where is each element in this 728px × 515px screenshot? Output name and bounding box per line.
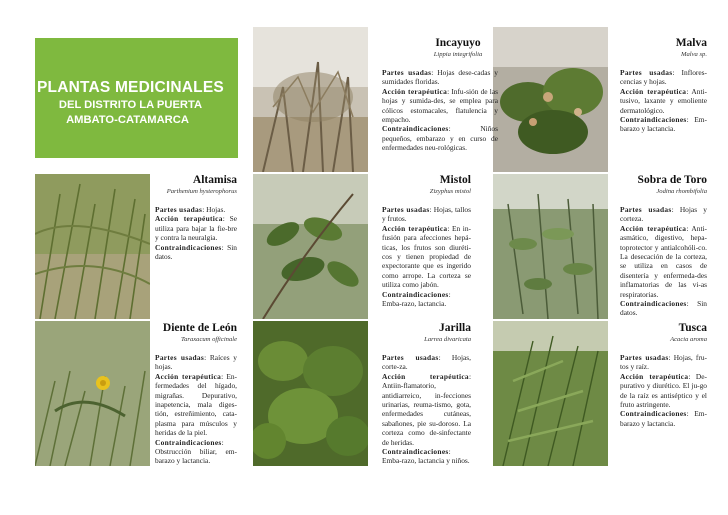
label-contra: Contraindicaciones (620, 115, 687, 125)
accion-text: Anti-asmático, digestivo, hepa-toprotector y antialcohóli-co. La desecación de la corteza, se utiliza en casos de disentería y enfermeda-des inflamatorias de las vi-as respiratorias. (620, 223, 708, 299)
contra-text: Obstrucción biliar, em-barazo y lactancia. (155, 447, 237, 466)
card-tusca: Tusca Acacia aroma Partes usadas: Hojas, fru-tos y raíz. Acción terapéutica: De-purativo y diurético. El ju-go de la raíz es antiséptico y el fruto astringente. Contraindicaciones: Em-barazo y lactancia. (620, 322, 707, 428)
scientific-name: Zizyphus mistol (429, 188, 471, 195)
label-contra: Contraindicaciones (155, 242, 222, 252)
label-accion: Acción terapéutica (620, 223, 687, 233)
contra-text: Emba-razo, lactancia y niños. (382, 456, 470, 466)
plant-name: Jarilla (439, 322, 471, 334)
scientific-name: Lippia integrifolia (433, 51, 483, 58)
label-contra: Contraindicaciones (382, 289, 449, 299)
partes-text: Inflores-cencias y hojas. (620, 68, 707, 87)
label-accion: Acción terapéutica (620, 86, 687, 96)
label-contra: Contraindicaciones (620, 409, 687, 419)
partes-text: Hojas, corte-za. (382, 353, 471, 372)
contra-text: Sin datos. (620, 299, 707, 318)
scientific-name: Larrea divaricata (424, 336, 471, 343)
contra-text: Niños pequeños, embarazo y en curso de enfermedades neu-rológicas. (382, 124, 498, 153)
brochure-subtitle-line2: AMBATO-CATAMARCA (66, 114, 189, 126)
photo-malva (493, 27, 608, 172)
label-partes: Partes usadas (620, 68, 673, 77)
accion-text: De-purativo y diurético. El ju-go de la raíz es antiséptico y el fruto astringente. (620, 371, 707, 410)
label-accion: Acción terapéutica (620, 371, 689, 381)
photo-tusca (493, 321, 608, 466)
label-partes: Partes usadas (620, 205, 672, 214)
partes-text: Raíces y hojas. (155, 353, 237, 372)
accion-text: Anti-tusivo, laxante y emoliente dermatológico. (620, 86, 708, 115)
accion-text: Antiin-flamatorio, antidiarreico, in-fecciones urinarias, reuma-tismo, gota, enfermedades cutáneas, sabañones, pie su-doroso. La corteza como de-sinfectante de heridas. (382, 381, 471, 447)
label-partes: Partes usadas (155, 205, 203, 214)
contra-text: Em-barazo y lactancia. (620, 409, 707, 428)
scientific-name: Jodina rhombifolia (656, 188, 707, 195)
label-contra: Contraindicaciones (382, 124, 449, 134)
partes-text: Hojas y corteza. (620, 205, 707, 224)
scientific-name: Acacia aroma (670, 336, 707, 343)
photo-mistol (253, 174, 368, 319)
partes-text: Hojas, tallos y frutos. (382, 205, 471, 224)
photo-altamisa (35, 174, 150, 319)
plant-name: Tusca (678, 322, 707, 334)
scientific-name: Malva sp. (680, 51, 707, 58)
plant-name: Malva (675, 37, 707, 49)
label-partes: Partes usadas (155, 353, 205, 362)
plant-name: Incayuyo (435, 37, 481, 49)
scientific-name: Parthenium hysterophorus (166, 188, 237, 195)
photo-jarilla (253, 321, 368, 466)
label-accion: Acción terapéutica (155, 214, 223, 224)
label-partes: Partes usadas (382, 353, 439, 362)
scientific-name: Taraxacum officinale (181, 336, 237, 343)
photo-incayuyo (253, 27, 368, 172)
card-malva: Malva Malva sp. Partes usadas: Inflores-cencias y hojas. Acción terapéutica: Anti-tusivo, laxante y emoliente dermatológico. Contraindicaciones: Em-barazo y lactancia. (620, 37, 708, 134)
brochure-title: PLANTAS MEDICINALES (37, 79, 224, 96)
title-banner (35, 38, 238, 158)
photo-diente-de-leon (35, 321, 150, 466)
photo-sobra-de-toro (493, 174, 608, 319)
partes-text: Hojas. (206, 205, 226, 214)
card-sobra-de-toro: Sobra de Toro Jodina rhombifolia Partes usadas: Hojas y corteza. Acción terapéutica: Anti-asmático, digestivo, hepa-toprotector y antialcohóli-co. La desecación de la corteza, se utiliza en casos de disentería y enfermeda-des inflamatorias de las vi-as respiratorias. Contraindicaciones: Sin datos. (620, 174, 708, 318)
label-partes: Partes usadas (620, 353, 669, 362)
brochure-subtitle-line1: DEL DISTRITO LA PUERTA (58, 99, 203, 111)
label-contra: Contraindicaciones (382, 447, 449, 457)
accion-text: En-fermedades del hígado, migrañas. Depurativo, inapetencia, mala diges-tión, estreñimiento, cata-plasma para músculos y heridas de la piel. (155, 371, 238, 438)
label-partes: Partes usadas (382, 68, 432, 77)
label-accion: Acción terapéutica (382, 371, 469, 381)
plant-name: Sobra de Toro (637, 174, 707, 186)
label-partes: Partes usadas (382, 205, 430, 214)
accion-text: Se utiliza para bajar la fie-bre y contra la neuralgia. (155, 214, 237, 243)
card-mistol: Mistol Zizyphus mistol Partes usadas: Hojas, tallos y frutos. Acción terapéutica: En in-fusión para afecciones hepá-ticas, los frutos son diuréti-cos y tienen propiedad de expectorante que es ingerido como arrope. La corteza se utiliza como jabón. Contraindicaciones: Emba-razo, lactancia. (382, 174, 471, 309)
card-altamisa: Altamisa Parthenium hysterophorus Partes usadas: Hojas. Acción terapéutica: Se utiliza para bajar la fie-bre y contra la neuralgia. Contraindicaciones: Sin datos. (155, 174, 237, 262)
card-diente-de-leon: Diente de León Taraxacum officinale Partes usadas: Raíces y hojas. Acción terapéutica: En-fermedades del hígado, migrañas. Depurativo, inapetencia, mala diges-tión, estreñimiento, cata-plasma para músculos y heridas de la piel. Contraindicaciones: Obstrucción biliar, em-barazo y lactancia. (155, 322, 238, 466)
label-accion: Acción terapéutica (382, 223, 448, 233)
plant-name: Mistol (439, 174, 471, 186)
label-contra: Contraindicaciones (155, 437, 222, 447)
accion-text: Infu-sión de las hojas y sumida-des, se emplea para cólicos estomacales, flatulencia y empacho. (382, 86, 498, 125)
card-incayuyo: Incayuyo Lippia integrifolia Partes usadas: Hojas dese-cadas y sumidades floridas. Acción terapéutica: Infu-sión de las hojas y sumida-des, se emplea para cólicos estomacales, flatulencia y empacho. Contraindicaciones: Niños pequeños, embarazo y en curso de enfermedades neu-rológicas. (382, 37, 498, 153)
plant-name: Diente de León (162, 322, 237, 334)
plant-name: Altamisa (192, 174, 237, 186)
card-jarilla: Jarilla Larrea divaricata Partes usadas: Hojas, corte-za. Acción terapéutica: Antiin-flamatorio, antidiarreico, in-fecciones urinarias, reuma-tismo, gota, enfermedades cutáneas, sabañones, pie su-doroso. La corteza como de-sinfectante de heridas. Contraindicaciones: Emba-razo, lactancia y niños. (382, 322, 471, 466)
label-accion: Acción terapéutica (155, 371, 222, 381)
partes-text: Hojas dese-cadas y sumidades floridas. (382, 68, 498, 87)
contra-text: Emba-razo, lactancia. (382, 299, 447, 309)
contra-text: Em-barazo y lactancia. (620, 115, 707, 134)
label-contra: Contraindicaciones (620, 299, 687, 309)
label-accion: Acción terapéutica (382, 86, 448, 96)
accion-text: En in-fusión para afecciones hepá-ticas, los frutos son diuréti-cos y tienen propiedad de expectorante que es ingerido como arrope. La corteza se utiliza como jabón. (382, 223, 471, 290)
contra-text: Sin datos. (155, 242, 237, 262)
partes-text: Hojas, fru-tos y raíz. (620, 353, 707, 372)
